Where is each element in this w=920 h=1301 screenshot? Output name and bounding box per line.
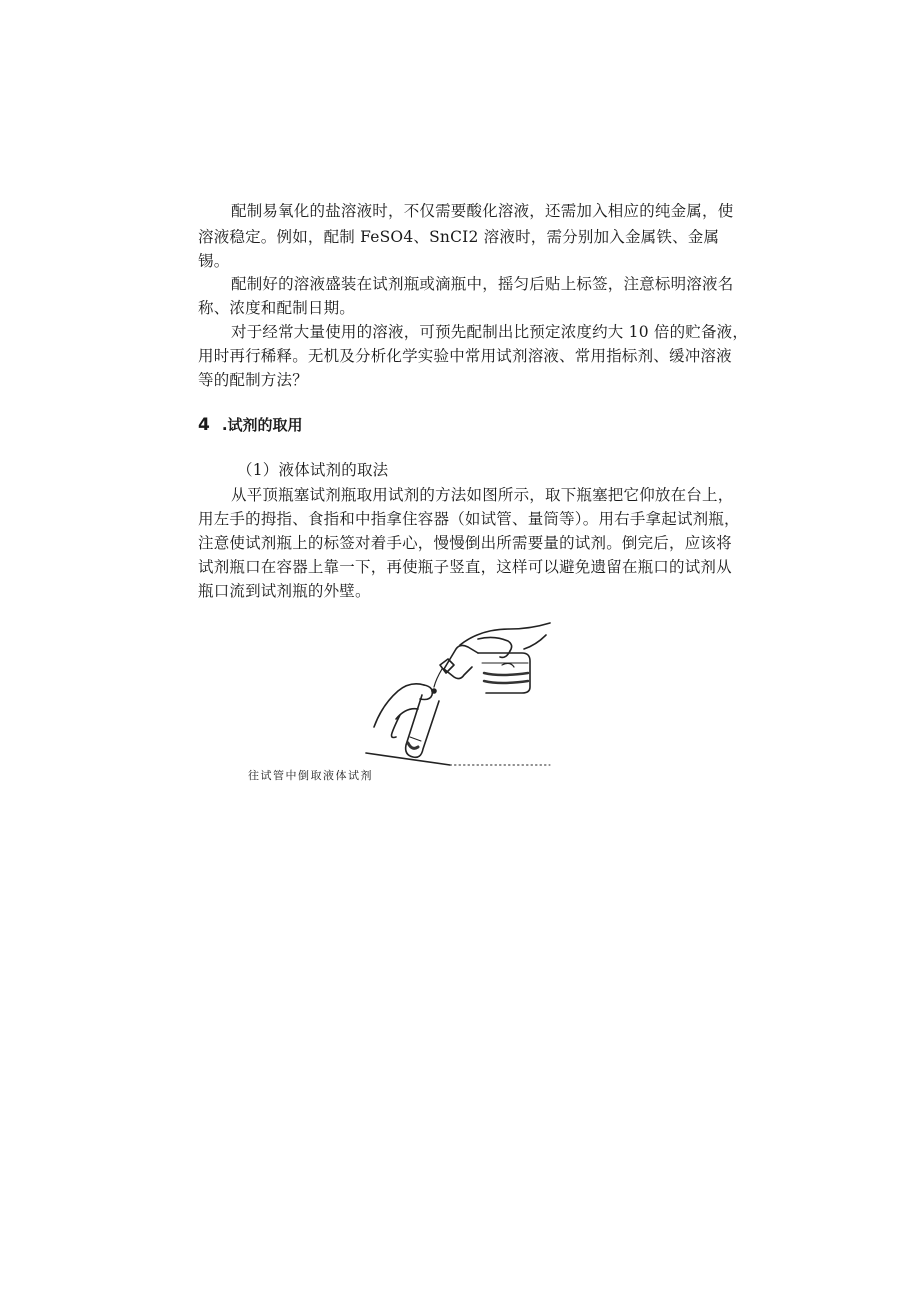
paragraph-1-line-1: 配制易氧化的盐溶液时，不仅需要酸化溶液，还需加入相应的纯金属，使: [231, 202, 734, 220]
right-hand-icon: [460, 623, 550, 645]
paragraph-3-line-2: 用时再行稀释。无机及分析化学实验中常用试剂溶液、常用指标剂、缓冲溶液: [198, 347, 732, 365]
paragraph-4-line-2: 用左手的拇指、食指和中指拿住容器（如试管、量筒等）。用右手拿起试剂瓶，: [198, 510, 740, 528]
paragraph-1-line-2: 溶液稳定。例如，配制 FeSO4、SnCI2 溶液时，需分别加入金属铁、金属: [198, 228, 720, 246]
paragraph-3-line-3: 等的配制方法？: [198, 371, 308, 389]
paragraph-4-line-4: 试剂瓶口在容器上靠一下，再使瓶子竖直，这样可以避免遗留在瓶口的试剂从: [198, 558, 732, 576]
section-title: .试剂的取用: [221, 416, 303, 434]
section-number: 4: [198, 415, 210, 435]
paragraph-4-line-3: 注意使试剂瓶上的标签对着手心，慢慢倒出所需要量的试剂。倒完后，应该将: [198, 534, 732, 552]
pouring-reagent-illustration: [360, 615, 560, 775]
reagent-bottle-icon: [444, 645, 478, 669]
paragraph-2-line-2: 称、浓度和配制日期。: [198, 299, 356, 317]
paragraph-1-line-3: 锡。: [198, 252, 230, 270]
section-heading: [198, 414, 303, 435]
left-hand-icon: [374, 684, 424, 727]
paragraph-4-line-5: 瓶口流到试剂瓶的外壁。: [198, 582, 371, 600]
paragraph-2-line-1: 配制好的溶液盛装在试剂瓶或滴瓶中，摇匀后贴上标签，注意标明溶液名: [231, 275, 734, 293]
subsection-title: （1）液体试剂的取法: [237, 461, 389, 479]
paragraph-4-line-1: 从平顶瓶塞试剂瓶取用试剂的方法如图所示，取下瓶塞把它仰放在台上，: [231, 486, 734, 504]
paragraph-3-line-1: 对于经常大量使用的溶液，可预先配制出比预定浓度约大 10 倍的贮备液，: [231, 323, 749, 341]
figure-caption: 往试管中倒取液体试剂: [248, 769, 373, 782]
